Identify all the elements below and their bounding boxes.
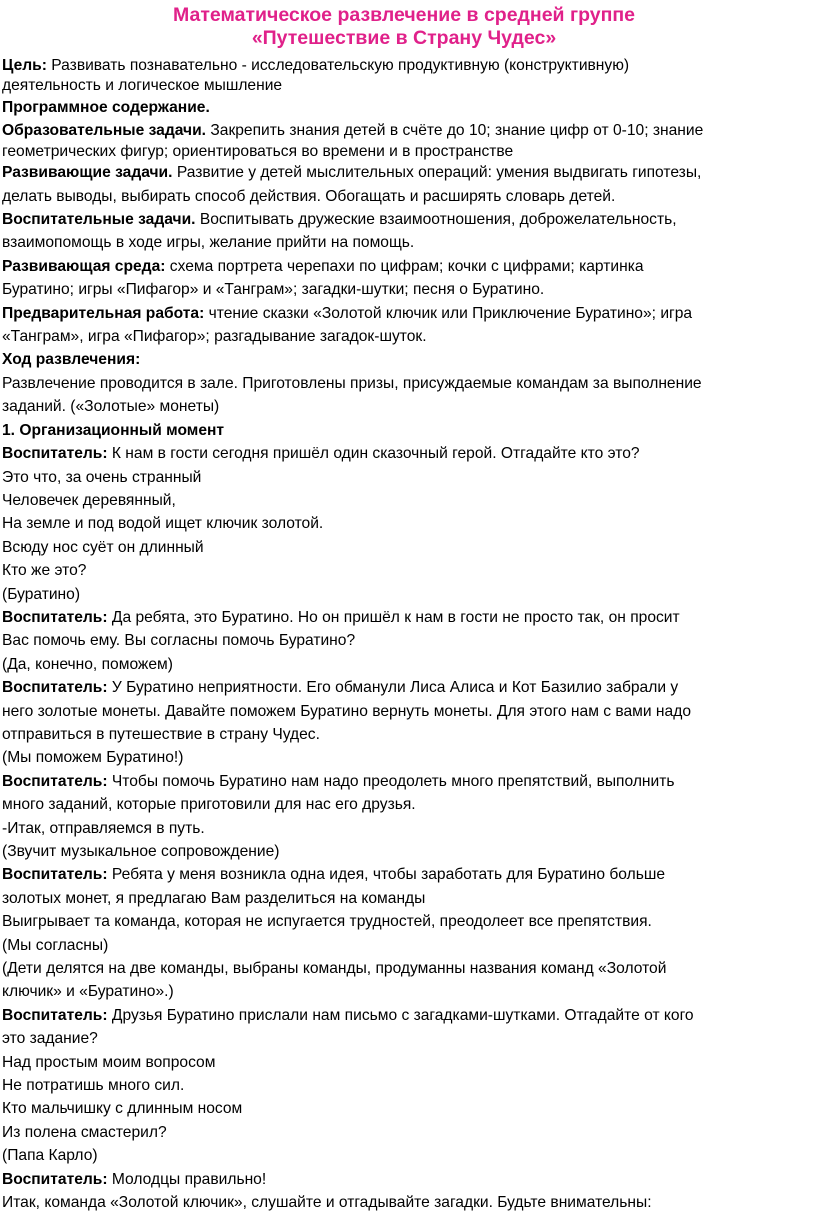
teacher-text-3a: У Буратино неприятности. Его обманули Лиса Алиса и Кот Базилио забрали у bbox=[107, 679, 679, 697]
teacher-paragraph-5 bbox=[2, 863, 806, 933]
teacher-text-3c: отправиться в путешествие в страну Чудес. bbox=[2, 725, 320, 743]
riddle-1-answer: (Буратино) bbox=[2, 585, 81, 603]
riddle-2-line: Из полена смастерил? bbox=[2, 1123, 167, 1141]
departure-line: -Итак, отправляемся в путь. bbox=[2, 819, 205, 837]
teacher-text-7: Молодцы правильно! bbox=[107, 1170, 267, 1188]
dev-text-2: делать выводы, выбирать способ действия. Обогащать и расширять словарь детей. bbox=[2, 187, 616, 205]
riddle-1-line: Всюду нос суёт он длинный bbox=[2, 538, 204, 556]
teacher-label: Воспитатель: bbox=[2, 608, 108, 626]
program-heading: Программное содержание. bbox=[2, 98, 210, 116]
document-title bbox=[2, 4, 806, 50]
prep-label: Предварительная работа: bbox=[2, 304, 205, 322]
teacher-text-5c: Выигрывает та команда, которая не испугается трудностей, преодолеет все препятствия. bbox=[2, 913, 652, 931]
children-answer-3: (Мы поможем Буратино!) bbox=[2, 749, 184, 767]
teams-paragraph bbox=[2, 957, 806, 1004]
title-line-2: «Путешествие в Страну Чудес» bbox=[251, 27, 557, 49]
music-note-line: (Звучит музыкальное сопровождение) bbox=[2, 843, 280, 860]
intro-text-1: Развлечение проводится в зале. Приготовлены призы, присуждаемые командам за выполнение bbox=[2, 374, 702, 392]
riddle-2-answer: (Папа Карло) bbox=[2, 1147, 98, 1165]
teacher-paragraph-4 bbox=[2, 770, 806, 817]
edu-text-2: геометрических фигур; ориентироваться во времени и в пространстве bbox=[2, 142, 514, 160]
upbr-paragraph bbox=[2, 208, 806, 255]
upbr-text-1: Воспитывать дружеские взаимоотношения, доброжелательность, bbox=[195, 211, 677, 229]
riddle-2 bbox=[2, 1051, 806, 1168]
riddle-2-line: Над простым моим вопросом bbox=[2, 1053, 216, 1071]
section-1-heading: 1. Организационный момент bbox=[2, 421, 225, 439]
edu-paragraph bbox=[2, 119, 806, 161]
dev-paragraph bbox=[2, 161, 806, 208]
document-body bbox=[2, 54, 806, 1215]
teacher-text-1: К нам в гости сегодня пришёл один сказочный герой. Отгадайте кто это? bbox=[107, 445, 640, 463]
teacher-label: Воспитатель: bbox=[2, 1170, 108, 1188]
upbr-label: Воспитательные задачи. bbox=[2, 211, 196, 229]
goal-text-1: Развивать познавательно - исследовательскую продуктивную (конструктивную) bbox=[46, 57, 630, 74]
edu-text-1: Закрепить знания детей в счёте до 10; знание цифр от 0-10; знание bbox=[206, 122, 704, 140]
teacher-text-2a: Да ребята, это Буратино. Но он пришёл к нам в гости не просто так, он просит bbox=[107, 608, 680, 626]
riddle-1-line: Человечек деревянный, bbox=[2, 491, 176, 509]
teacher-text-4b: много заданий, которые приготовили для нас его друзья. bbox=[2, 796, 416, 814]
children-answer-2: (Да, конечно, поможем) bbox=[2, 655, 173, 673]
teacher-label: Воспитатель: bbox=[2, 866, 108, 884]
teacher-text-4a: Чтобы помочь Буратино нам надо преодолеть много препятствий, выполнить bbox=[107, 772, 675, 790]
teacher-text-3b: него золотые монеты. Давайте поможем Буратино вернуть монеты. Для этого нам с вами надо bbox=[2, 702, 691, 720]
env-paragraph bbox=[2, 255, 806, 302]
teacher-line-7 bbox=[2, 1168, 806, 1191]
env-text-1: схема портрета черепахи по цифрам; кочки с цифрами; картинка bbox=[165, 257, 644, 275]
dev-text-1: Развитие у детей мыслительных операций: умения выдвигать гипотезы, bbox=[172, 164, 702, 182]
prep-text-1: чтение сказки «Золотой ключик или Приключение Буратино»; игра bbox=[204, 304, 693, 322]
riddle-1-line: На земле и под водой ищет ключик золотой. bbox=[2, 515, 324, 533]
edu-label: Образовательные задачи. bbox=[2, 122, 207, 140]
teacher-paragraph-2 bbox=[2, 606, 806, 653]
teacher-text-5a: Ребята у меня возникла одна идея, чтобы заработать для Буратино больше bbox=[107, 866, 666, 884]
goal-text-2: деятельность и логическое мышление bbox=[2, 77, 283, 95]
teacher-label: Воспитатель: bbox=[2, 772, 108, 790]
teacher-line-1 bbox=[2, 442, 806, 465]
teacher-text-6a: Друзья Буратино прислали нам письмо с загадками-шутками. Отгадайте от кого bbox=[107, 1006, 694, 1024]
last-line: Итак, команда «Золотой ключик», слушайте и отгадывайте загадки. Будьте внимательны: bbox=[2, 1194, 652, 1212]
teams-text-2: ключик» и «Буратино».) bbox=[2, 983, 174, 1001]
teacher-paragraph-6 bbox=[2, 1004, 806, 1051]
riddle-1-line: Кто же это? bbox=[2, 562, 87, 580]
teacher-text-2b: Вас помочь ему. Вы согласны помочь Буратино? bbox=[2, 632, 356, 650]
prep-text-2: «Танграм», игра «Пифагор»; разгадывание загадок-шуток. bbox=[2, 328, 427, 346]
teacher-paragraph-3 bbox=[2, 676, 806, 746]
upbr-text-2: взаимопомощь в ходе игры, желание прийти на помощь. bbox=[2, 234, 415, 252]
teacher-label: Воспитатель: bbox=[2, 445, 108, 463]
dev-label: Развивающие задачи. bbox=[2, 164, 173, 182]
env-text-2: Буратино; игры «Пифагор» и «Танграм»; загадки-шутки; песня о Буратино. bbox=[2, 281, 545, 299]
teacher-label: Воспитатель: bbox=[2, 679, 108, 697]
env-label: Развивающая среда: bbox=[2, 257, 166, 275]
prep-paragraph bbox=[2, 302, 806, 349]
intro-text-2: заданий. («Золотые» монеты) bbox=[2, 398, 220, 416]
riddle-1-line: Это что, за очень странный bbox=[2, 468, 202, 486]
teacher-label: Воспитатель: bbox=[2, 1006, 108, 1024]
teams-text-1: (Дети делятся на две команды, выбраны команды, продуманны названия команд «Золотой bbox=[2, 960, 667, 978]
teacher-text-5b: золотых монет, я предлагаю Вам разделиться на команды bbox=[2, 889, 426, 907]
intro-paragraph bbox=[2, 372, 806, 419]
course-heading: Ход развлечения: bbox=[2, 351, 141, 369]
goal-label: Цель: bbox=[2, 57, 47, 74]
title-line-1: Математическое развлечение в средней группе bbox=[173, 4, 635, 26]
teacher-text-6b: это задание? bbox=[2, 1030, 98, 1048]
riddle-1 bbox=[2, 466, 806, 606]
goal-paragraph bbox=[2, 54, 806, 96]
document-page bbox=[0, 4, 816, 1212]
riddle-2-line: Не потратишь много сил. bbox=[2, 1077, 185, 1095]
children-answer-5: (Мы согласны) bbox=[2, 936, 109, 954]
riddle-2-line: Кто мальчишку с длинным носом bbox=[2, 1100, 243, 1118]
